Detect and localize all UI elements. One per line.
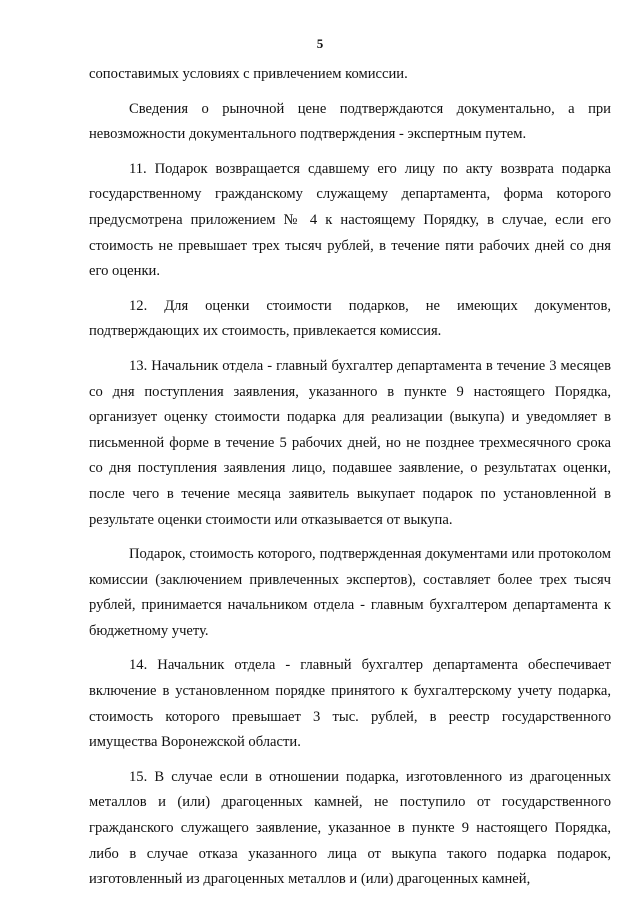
paragraph-14: 14. Начальник отдела - главный бухгалтер департамента обеспечивает включение в установленном порядке принятого к бухгалтерскому учету подарка, стоимость которого превышает 3 тыс. рублей, в реестр государственного имущества Воронежской области. [89,657,611,751]
document-body [89,62,611,902]
paragraph-11: 11. Подарок возвращается сдавшему его лицу по акту возврата подарка государственному гражданскому служащему департамента, форма которого предусмотрена приложением № 4 к настоящему Порядку, в случае, если его стоимость не превышает трех тысяч рублей, в течение пяти рабочих дней со дня его оценки. [89,160,611,280]
paragraph-continuation: сопоставимых условиях с привлечением комиссии. [89,66,408,82]
paragraph-15: 15. В случае если в отношении подарка, изготовленного из драгоценных металлов и (или) драгоценных камней, не поступило от государственного гражданского служащего заявление, указанное в пункте 9 настоящего Порядка, либо в случае отказа указанного лица от выкупа такого подарка подарок, изготовленный из драгоценных металлов и (или) драгоценных камней, [89,768,611,888]
page-number: 5 [316,36,324,51]
paragraph-12: 12. Для оценки стоимости подарков, не имеющих документов, подтверждающих их стоимость, привлекается комиссия. [89,297,611,340]
paragraph-13: 13. Начальник отдела - главный бухгалтер департамента в течение 3 месяцев со дня поступления заявления, указанного в пункте 9 настоящего Порядка, организует оценку стоимости подарка для реализации (выкупа) и уведомляет в письменной форме в течение 5 рабочих дней, но не позднее трехмесячного срока со дня поступления заявления лицо, подавшее заявление, о результатах оценки, после чего в течение месяца заявитель выкупает подарок по установленной в результате оценки стоимости или отказывается от выкупа. [89,357,611,528]
paragraph-13-gift-value: Подарок, стоимость которого, подтвержденная документами или протоколом комиссии (заключением привлеченных экспертов), составляет более трех тысяч рублей, принимается начальником отдела - главным бухгалтером департамента к бюджетному учету. [89,546,611,639]
paragraph-market-price: Сведения о рыночной цене подтверждаются документально, а при невозможности документального подтверждения - экспертным путем. [89,100,611,143]
